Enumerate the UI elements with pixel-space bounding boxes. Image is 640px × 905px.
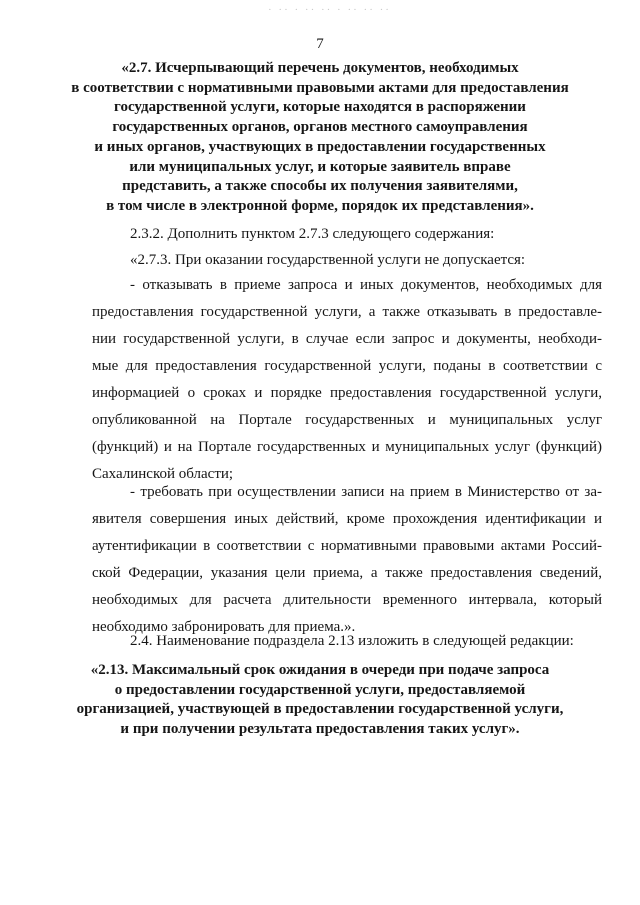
paragraph-line: - отказывать в приеме запроса и иных документов, необходимых для (130, 277, 602, 293)
paragraph-line: Сахалинской области; (92, 466, 234, 482)
bullet-paragraph-2 (92, 479, 602, 641)
heading-line: «2.13. Максимальный срок ожидания в очереди при подаче запроса (90, 662, 550, 678)
paragraph-line: необходимо забронировать для приема.». (92, 619, 356, 635)
paragraph-line: опубликованной на Портале государственных и муниципальных услуг (92, 412, 602, 428)
paragraph-2-4: 2.4. Наименование подраздела 2.13 изложить в следующей редакции: (130, 633, 574, 649)
paragraph-line: мые для предоставления государственной услуги, поданы в соответствии с (92, 358, 602, 374)
paragraph-line: явителя совершения иных действий, кроме прохождения идентификации и (92, 511, 602, 527)
heading-line: и иных органов, участвующих в предоставлении государственных (94, 138, 546, 155)
paragraph-line: информацией о сроках и порядке предоставления государственной услуги, (92, 385, 602, 401)
heading-line: представить, а также способы их получения заявителями, (122, 178, 518, 195)
paragraph-line: аутентификации в соответствии с нормативными правовыми актами Россий- (92, 538, 602, 554)
heading-line: государственных органов, органов местного самоуправления (112, 119, 528, 136)
paragraph-2-7-3: «2.7.3. При оказании государственной услуги не допускается: (130, 252, 526, 268)
paragraph-line: предоставления государственной услуги, а также отказывать в предоставле- (92, 304, 602, 320)
paragraph-line: необходимых для расчета длительности временного интервала, который (92, 592, 602, 608)
heading-line: государственной услуги, которые находятся в распоряжении (114, 99, 526, 116)
paragraph-line: нии государственной услуги, в случае если запрос и документы, необходи- (92, 331, 602, 347)
page-number: 7 (316, 36, 324, 52)
paragraph-line: (функций) и на Портале государственных и муниципальных услуг (функций) (92, 439, 602, 455)
scan-header-mark: · ·· · ·· ·· · ·· ·· ·· (268, 4, 391, 16)
paragraph-line: ской Федерации, указания цели приема, а также предоставления сведений, (92, 565, 602, 581)
heading-line: «2.7. Исчерпывающий перечень документов, необходимых (121, 60, 519, 76)
heading-line: в том числе в электронной форме, порядок их представления». (106, 197, 534, 214)
section-heading-2-13 (0, 661, 640, 740)
paragraph-line: - требовать при осуществлении записи на прием в Министерство от за- (130, 484, 602, 500)
section-heading-2-7 (0, 59, 640, 217)
paragraph-2-3-2: 2.3.2. Дополнить пунктом 2.7.3 следующего содержания: (130, 226, 495, 242)
heading-line: или муниципальных услуг, и которые заявитель вправе (129, 158, 511, 175)
heading-line: и при получении результата предоставления таких услуг». (120, 721, 520, 738)
heading-line: в соответствии с нормативными правовыми актами для предоставления (71, 79, 569, 96)
bullet-paragraph-1 (92, 272, 602, 488)
heading-line: о предоставлении государственной услуги, предоставляемой (114, 681, 526, 698)
heading-line: организацией, участвующей в предоставлении государственной услуги, (76, 701, 564, 718)
